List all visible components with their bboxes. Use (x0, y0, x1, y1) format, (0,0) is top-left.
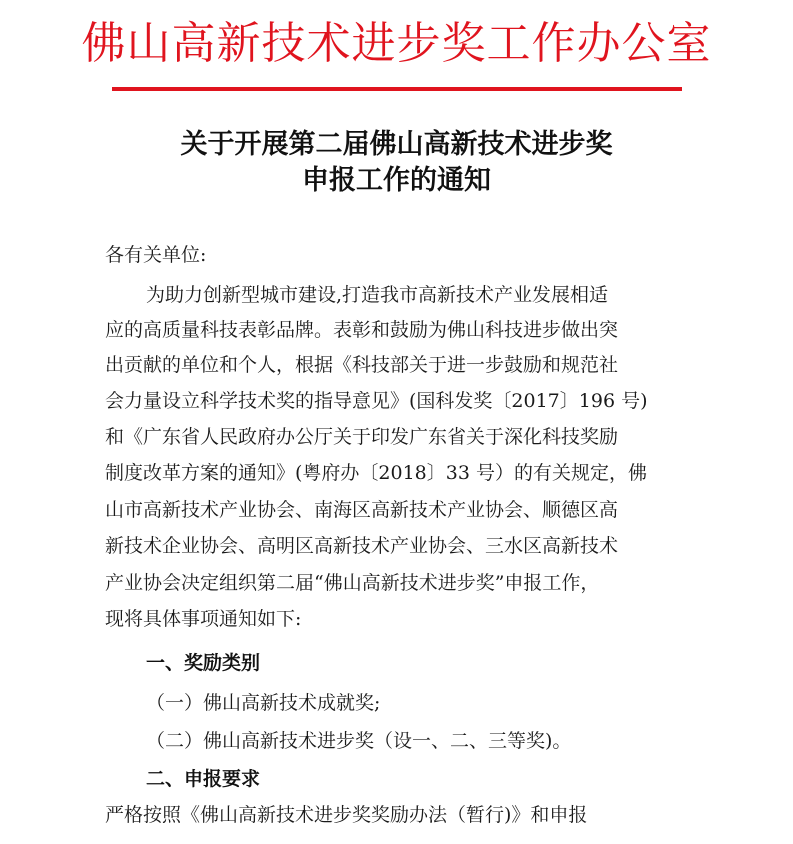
paragraph-line: 和《广东省人民政府办公厅关于印发广东省关于深化科技奖励 (105, 426, 619, 448)
section-heading-requirements: 二、申报要求 (146, 768, 261, 790)
paragraph-line: 现将具体事项通知如下: (105, 608, 302, 630)
requirements-line: 严格按照《佛山高新技术进步奖奖励办法（暂行)》和申报 (105, 804, 588, 826)
notice-title-line-1: 关于开展第二届佛山高新技术进步奖 (180, 129, 613, 160)
paragraph-line: 出贡献的单位和个人，根据《科技部关于进一步鼓励和规范社 (105, 354, 619, 376)
salutation: 各有关单位: (105, 244, 207, 266)
letterhead-org-name: 佛山高新技术进步奖工作办公室 (81, 18, 712, 69)
paragraph-line: 为助力创新型城市建设,打造我市高新技术产业发展相适 (146, 284, 609, 306)
paragraph-line: 产业协会决定组织第二届“佛山高新技术进步奖”申报工作， (105, 572, 600, 594)
section-heading-award-categories: 一、奖励类别 (146, 652, 261, 674)
letterhead-red-rule (112, 87, 682, 91)
award-category-item: （一）佛山高新技术成就奖; (146, 692, 381, 714)
paragraph-line: 应的高质量科技表彰品牌。表彰和鼓励为佛山科技进步做出突 (105, 319, 619, 341)
award-category-item: （二）佛山高新技术进步奖（设一、二、三等奖)。 (146, 730, 572, 752)
paragraph-line: 制度改革方案的通知》(粤府办〔2018〕33 号）的有关规定，佛 (105, 462, 647, 484)
paragraph-line: 新技术企业协会、高明区高新技术产业协会、三水区高新技术 (105, 535, 619, 557)
notice-title-line-2: 申报工作的通知 (302, 165, 491, 196)
paragraph-line: 山市高新技术产业协会、南海区高新技术产业协会、顺德区高 (105, 499, 619, 521)
paragraph-line: 会力量设立科学技术奖的指导意见》(国科发奖〔2017〕196 号) (105, 390, 648, 412)
